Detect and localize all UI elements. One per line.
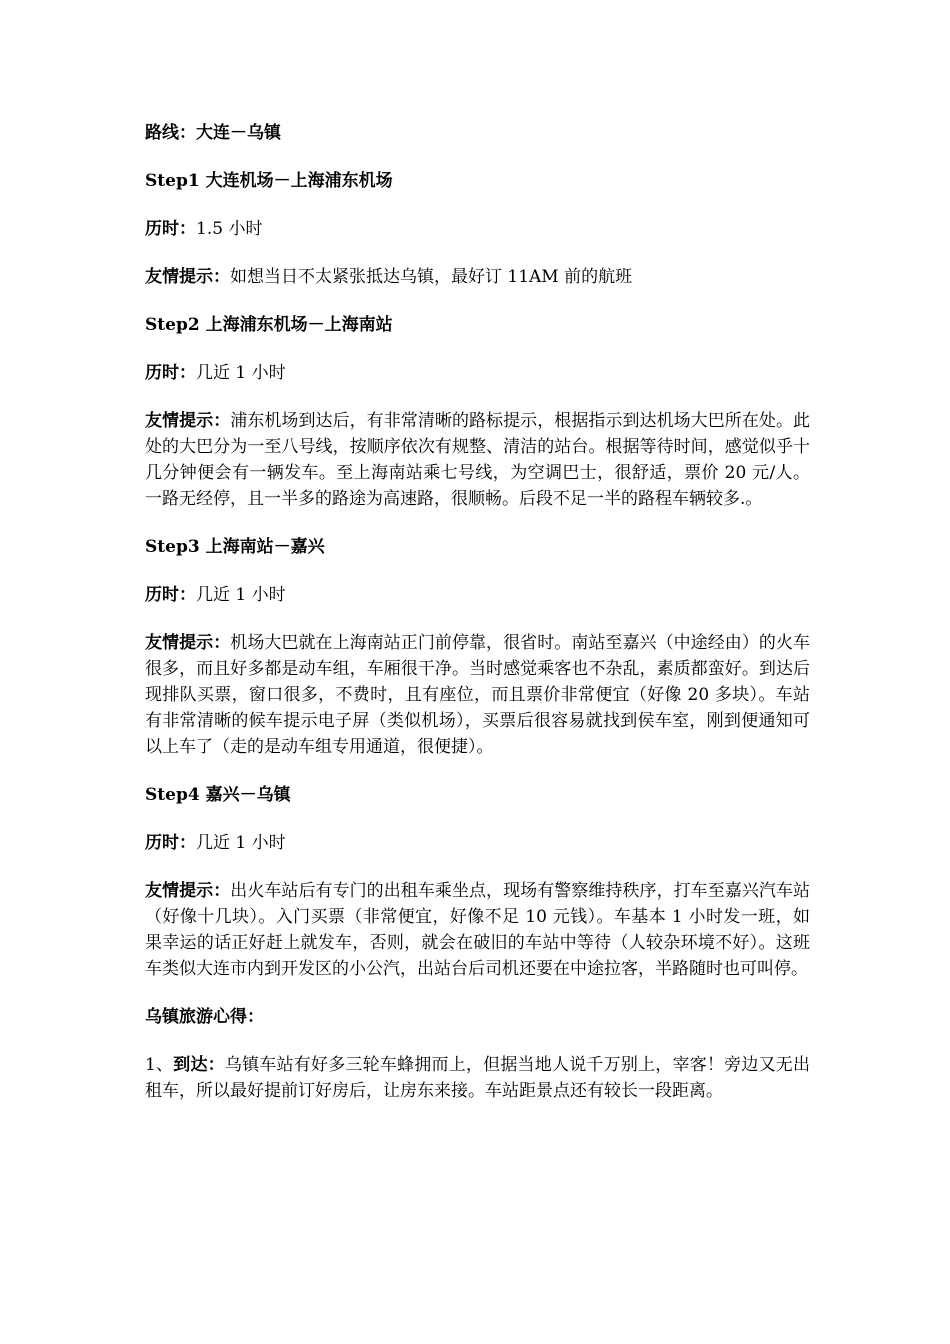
step4-duration-label: 历时： [145, 833, 196, 853]
experience-item-1 [145, 1052, 810, 1104]
step2-tip-text: 浦东机场到达后，有非常清晰的路标提示，根据指示到达机场大巴所在处。此处的大巴分为一至八号线，按顺序依次有规整、清洁的站台。根据等待时间，感觉似乎十几分钟便会有一辆发车。至上海南站乘七号线，为空调巴士，很舒适，票价 20 元/人。一路无经停，且一半多的路途为高速路，很顺畅。后段不足一半的路程车辆较多.。 [145, 411, 811, 509]
step4-tip-label: 友情提示： [145, 881, 231, 901]
experience-item-number: 1、 [145, 1055, 174, 1075]
route-title: 路线：大连－乌镇 [145, 123, 281, 143]
step4-duration-value: 几近 1 小时 [196, 833, 286, 853]
step2-duration-label: 历时： [145, 363, 196, 383]
step3-duration [145, 582, 810, 608]
step4-duration [145, 830, 810, 856]
experience-item-text: 乌镇车站有好多三轮车蜂拥而上，但据当地人说千万别上，宰客！旁边又无出租车，所以最好提前订好房后，让房东来接。车站距景点还有较长一段距离。 [145, 1055, 811, 1101]
step3-duration-label: 历时： [145, 585, 196, 605]
step1-title: Step1 大连机场－上海浦东机场 [145, 171, 393, 191]
experience-title: 乌镇旅游心得： [145, 1007, 264, 1027]
step3-duration-value: 几近 1 小时 [196, 585, 286, 605]
step4-tip [145, 878, 810, 982]
step2-tip-label: 友情提示： [145, 411, 231, 431]
experience-item-label: 到达： [173, 1055, 225, 1075]
step1-duration-label: 历时： [145, 219, 196, 239]
step1-duration-value: 1.5 小时 [196, 219, 263, 239]
step2-title: Step2 上海浦东机场－上海南站 [145, 315, 393, 335]
step1-duration [145, 216, 810, 242]
step4-tip-text: 出火车站后有专门的出租车乘坐点，现场有警察维持秩序，打车至嘉兴汽车站（好像十几块）。入门买票（非常便宜，好像不足 10 元钱）。车基本 1 小时发一班，如果幸运的话正好赶上就发车，否则，就会在破旧的车站中等待（人较杂环境不好）。这班车类似大连市内到开发区的小公汽，出站台后司机还要在中途拉客，半路随时也可叫停。 [145, 881, 811, 979]
step3-tip [145, 630, 810, 760]
step1-tip-label: 友情提示： [145, 267, 230, 287]
step4-title: Step4 嘉兴－乌镇 [145, 785, 291, 805]
step2-duration [145, 360, 810, 386]
step1-tip [145, 264, 810, 290]
step2-tip [145, 408, 810, 512]
step1-tip-text: 如想当日不太紧张抵达乌镇，最好订 11AM 前的航班 [230, 267, 633, 287]
step2-duration-value: 几近 1 小时 [196, 363, 286, 383]
step3-tip-label: 友情提示： [145, 633, 231, 653]
document-page [145, 120, 810, 1126]
step3-title: Step3 上海南站－嘉兴 [145, 537, 325, 557]
step3-tip-text: 机场大巴就在上海南站正门前停靠，很省时。南站至嘉兴（中途经由）的火车很多，而且好多都是动车组，车厢很干净。当时感觉乘客也不杂乱，素质都蛮好。到达后现排队买票，窗口很多，不费时，且有座位，而且票价非常便宜（好像 20 多块）。车站有非常清晰的候车提示电子屏（类似机场），买票后很容易就找到侯车室，刚到便通知可以上车了（走的是动车组专用通道，很便捷）。 [145, 633, 811, 757]
